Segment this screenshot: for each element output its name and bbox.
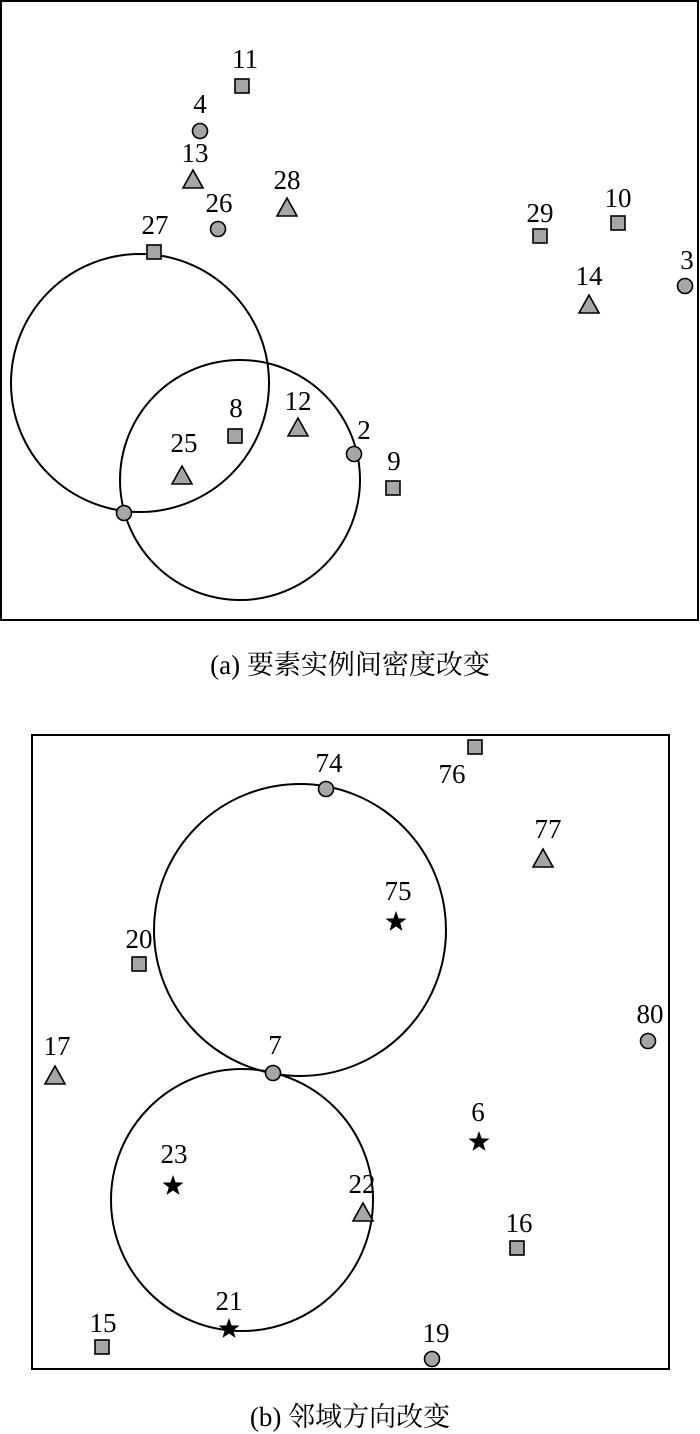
square-instance-20 bbox=[132, 957, 146, 971]
square-instance-29 bbox=[533, 229, 547, 243]
star-instance-6 bbox=[469, 1131, 490, 1151]
instance-label-19: 19 bbox=[422, 1318, 450, 1348]
panel-a-caption: (a) 要素实例间密度改变 bbox=[210, 650, 490, 680]
square-instance-11 bbox=[235, 79, 249, 93]
triangle-instance-25 bbox=[172, 466, 192, 484]
triangle-instance-17 bbox=[45, 1066, 65, 1084]
instance-label-3: 3 bbox=[680, 245, 694, 275]
panel-b-caption: (b) 邻域方向改变 bbox=[249, 1402, 451, 1432]
square-instance-8 bbox=[228, 429, 242, 443]
triangle-instance-77 bbox=[533, 849, 553, 867]
instance-label-15: 15 bbox=[89, 1308, 117, 1338]
circle-instance-80 bbox=[641, 1034, 656, 1049]
instance-label-10: 10 bbox=[604, 183, 632, 213]
triangle-instance-13 bbox=[183, 170, 203, 188]
instance-label-4: 4 bbox=[193, 89, 207, 119]
instance-label-8: 8 bbox=[229, 393, 243, 423]
square-instance-27 bbox=[147, 245, 161, 259]
triangle-instance-22 bbox=[353, 1203, 373, 1221]
triangle-instance-28 bbox=[277, 198, 297, 216]
square-instance-9 bbox=[386, 481, 400, 495]
square-instance-76 bbox=[468, 740, 482, 754]
circle-instance-7 bbox=[266, 1066, 281, 1081]
instance-label-17: 17 bbox=[43, 1031, 71, 1061]
instance-label-29: 29 bbox=[526, 198, 554, 228]
star-instance-75 bbox=[386, 911, 407, 931]
instance-label-28: 28 bbox=[273, 165, 301, 195]
instance-label-75: 75 bbox=[384, 876, 412, 906]
panel-b-instances bbox=[44, 740, 664, 1367]
panel-b bbox=[32, 735, 669, 1432]
triangle-instance-14 bbox=[579, 295, 599, 313]
instance-label-21: 21 bbox=[215, 1286, 243, 1316]
circle-instance-unlabeled bbox=[117, 506, 132, 521]
circle-instance-19 bbox=[425, 1352, 440, 1367]
instance-label-27: 27 bbox=[141, 210, 169, 240]
circle-instance-26 bbox=[211, 222, 226, 237]
circle-instance-74 bbox=[319, 782, 334, 797]
instance-label-16: 16 bbox=[505, 1208, 533, 1238]
instance-label-77: 77 bbox=[534, 814, 562, 844]
panel-a bbox=[1, 1, 698, 680]
instance-label-74: 74 bbox=[315, 748, 343, 778]
instance-label-23: 23 bbox=[160, 1139, 188, 1169]
panel-a-instances bbox=[117, 44, 694, 521]
instance-label-26: 26 bbox=[205, 188, 233, 218]
triangle-instance-12 bbox=[288, 418, 308, 436]
instance-label-11: 11 bbox=[232, 44, 258, 74]
star-instance-23 bbox=[163, 1175, 184, 1195]
instance-label-14: 14 bbox=[575, 261, 603, 291]
circle-instance-2 bbox=[347, 447, 362, 462]
instance-label-12: 12 bbox=[284, 386, 312, 416]
instance-label-20: 20 bbox=[125, 924, 153, 954]
instance-label-22: 22 bbox=[348, 1169, 376, 1199]
instance-label-9: 9 bbox=[387, 446, 401, 476]
circle-instance-3 bbox=[678, 279, 693, 294]
square-instance-16 bbox=[510, 1241, 524, 1255]
neighborhood-circle-a1 bbox=[11, 254, 269, 512]
instance-label-76: 76 bbox=[438, 759, 466, 789]
instance-label-13: 13 bbox=[181, 138, 209, 168]
square-instance-10 bbox=[611, 216, 625, 230]
instance-label-25: 25 bbox=[170, 428, 198, 458]
instance-label-2: 2 bbox=[357, 415, 371, 445]
instance-label-6: 6 bbox=[471, 1097, 485, 1127]
instance-label-80: 80 bbox=[636, 999, 664, 1029]
star-instance-21 bbox=[219, 1318, 240, 1338]
instance-label-7: 7 bbox=[268, 1030, 282, 1060]
circle-instance-4 bbox=[193, 124, 208, 139]
square-instance-15 bbox=[95, 1340, 109, 1354]
